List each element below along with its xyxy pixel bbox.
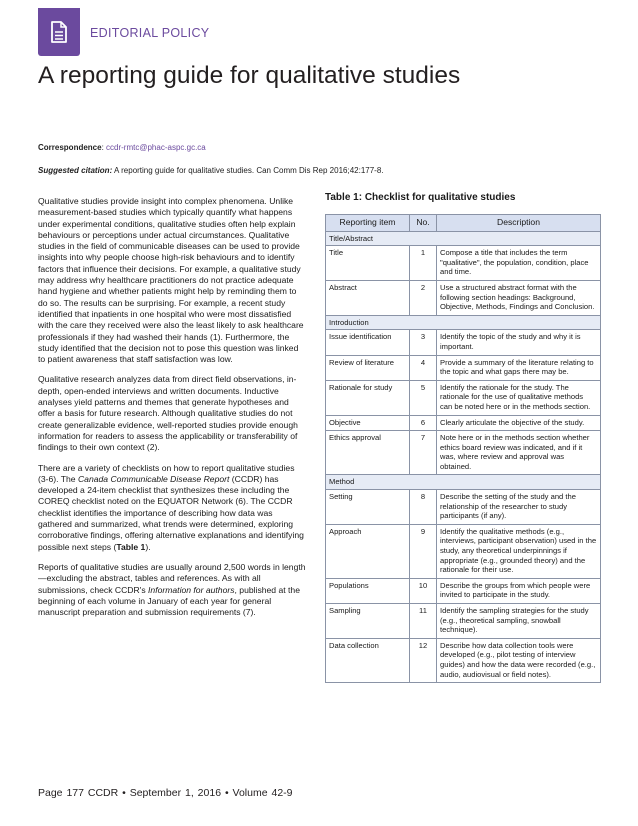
item-number-cell: 9	[410, 524, 437, 578]
item-number-cell: 1	[410, 246, 437, 281]
section-heading: Title/Abstract	[326, 231, 601, 246]
reporting-item-cell: Approach	[326, 524, 410, 578]
section-label: EDITORIAL POLICY	[90, 26, 210, 40]
item-number-cell: 5	[410, 380, 437, 415]
item-number-cell: 6	[410, 415, 437, 431]
item-number-cell: 3	[410, 330, 437, 355]
suggested-citation	[38, 166, 384, 175]
description-cell: Describe the setting of the study and the relationship of the researcher to study participants (if any).	[437, 490, 601, 525]
table-row	[326, 380, 601, 415]
correspondence: Correspondence: ccdr-rmtc@phac-aspc.gc.ca	[38, 143, 206, 152]
table-section-row	[326, 315, 601, 330]
description-cell: Describe the groups from which people were invited to participate in the study.	[437, 578, 601, 603]
reporting-item-cell: Abstract	[326, 280, 410, 315]
reporting-item-cell: Review of literature	[326, 355, 410, 380]
citation-label: Suggested citation:	[38, 166, 113, 175]
description-cell: Identify the topic of the study and why it is important.	[437, 330, 601, 355]
description-cell: Compose a title that includes the term "qualitative", the population, condition, place and time.	[437, 246, 601, 281]
table-row	[326, 330, 601, 355]
description-cell: Note here or in the methods section whether ethics board review was indicated, and if it was, where review and approval was obtained.	[437, 431, 601, 475]
section-heading: Introduction	[326, 315, 601, 330]
table-row	[326, 524, 601, 578]
table-section-row	[326, 475, 601, 490]
journal-name: Canada Communicable Disease Report	[77, 473, 230, 484]
table-row	[326, 490, 601, 525]
citation-text: A reporting guide for qualitative studies. Can Comm Dis Rep 2016;42:177-8.	[114, 166, 384, 175]
table-title: Table 1: Checklist for qualitative studies	[325, 192, 516, 203]
table-row	[326, 355, 601, 380]
reporting-item-cell: Issue identification	[326, 330, 410, 355]
document-icon	[49, 20, 69, 44]
column-header: Description	[437, 215, 601, 232]
table-row	[326, 604, 601, 639]
table-row	[326, 431, 601, 475]
column-header: No.	[410, 215, 437, 232]
item-number-cell: 8	[410, 490, 437, 525]
page-title: A reporting guide for qualitative studies	[38, 62, 461, 89]
description-cell: Identify the sampling strategies for the study (e.g., theoretical sampling, snowball technique).	[437, 604, 601, 639]
table-row	[326, 246, 601, 281]
reporting-item-cell: Objective	[326, 415, 410, 431]
reporting-item-cell: Populations	[326, 578, 410, 603]
table-row	[326, 578, 601, 603]
description-cell: Use a structured abstract format with the following section headings: Background, Objective, Methods, Findings and Conclusion.	[437, 280, 601, 315]
reporting-item-cell: Rationale for study	[326, 380, 410, 415]
correspondence-email-link[interactable]: ccdr-rmtc@phac-aspc.gc.ca	[106, 143, 206, 152]
description-cell: Clearly articulate the objective of the study.	[437, 415, 601, 431]
table-row	[326, 415, 601, 431]
reporting-item-cell: Title	[326, 246, 410, 281]
paragraph: Qualitative research analyzes data from direct field observations, in-depth, open-ended interviews and written documents. Inductive analyses yield patterns and themes that generate hypotheses and offer a basis for future research. Although qualitative studies do not create generalizable evidence, well-reported studies provide enough information for readers to assess the applicability or transferability of findings to their own context (2).	[38, 374, 298, 453]
item-number-cell: 4	[410, 355, 437, 380]
correspondence-label: Correspondence	[38, 143, 102, 152]
paragraph: Qualitative studies provide insight into complex phenomena. Unlike measurement-based studies which typically quantify what happens under experimental conditions, qualitative studies often help explain behaviours or perceptions under actual circumstances. Qualitative studies in the field of communicable diseases can be used to provide insights into why people choose high-risk behaviours and to identify factors that influence their decisions. For example, a qualitative study may address why healthcare practitioners do not practice adequate hand hygiene and whether patients might help by reminding them to do so. The results can be surprising. For example, a recent study identified that inpatients in one hospital who were most dissatisfied with the care they received were also the least likely to ask healthcare professionals if they had washed their hands (1). Furthermore, the study identified that the decision not to pose this question was linked to patient awareness that staff satisfaction was low.	[38, 196, 304, 365]
section-badge	[38, 8, 80, 56]
page-footer: Page 177 CCDR • September 1, 2016 • Volume 42-9	[38, 787, 293, 799]
description-cell: Provide a summary of the literature relating to the topic and what gaps there may be.	[437, 355, 601, 380]
reporting-item-cell: Setting	[326, 490, 410, 525]
checklist-table	[325, 214, 601, 683]
description-cell: Identify the qualitative methods (e.g., interviews, participant observation) used in the study, any theoretical underpinnings if appropriate (e.g., grounded theory) and the rationale for their use.	[437, 524, 601, 578]
column-header: Reporting item	[326, 215, 410, 232]
article-body	[38, 196, 306, 627]
item-number-cell: 7	[410, 431, 437, 475]
item-number-cell: 2	[410, 280, 437, 315]
table-row	[326, 638, 601, 682]
item-number-cell: 10	[410, 578, 437, 603]
reporting-item-cell: Ethics approval	[326, 431, 410, 475]
paragraph: Reports of qualitative studies are usually around 2,500 words in length—excluding the abstract, tables and references. As with all submissions, check CCDR's Information for authors, published at the beginning of each volume in January of each year for general manuscript preparation and submission requirements (7).	[38, 561, 306, 618]
authors-info-reference: Information for authors	[148, 584, 235, 595]
description-cell: Describe how data collection tools were developed (e.g., pilot testing of interview guides) and how the data were recorded (e.g., audio, audiovisual or field notes).	[437, 638, 601, 682]
reporting-item-cell: Data collection	[326, 638, 410, 682]
table-row	[326, 280, 601, 315]
description-cell: Identify the rationale for the study. The rationale for the use of qualitative methods can be noted here or in the methods section.	[437, 380, 601, 415]
table-reference[interactable]: Table 1	[116, 541, 146, 552]
paragraph: There are a variety of checklists on how to report qualitative studies (3-6). The Canada Communicable Disease Report (CCDR) has developed a 24-item checklist that synthesizes these including the COREQ checklist noted on the EQUATOR Network (6). The CCDR checklist identifies the importance of describing how data was gathered and summarized, what trends were determined, exploring corroborative findings, offering alternative explanations and identifying possible next steps (Table 1).	[38, 462, 304, 552]
section-heading: Method	[326, 475, 601, 490]
table-header-row	[326, 215, 601, 232]
reporting-item-cell: Sampling	[326, 604, 410, 639]
item-number-cell: 12	[410, 638, 437, 682]
item-number-cell: 11	[410, 604, 437, 639]
table-section-row	[326, 231, 601, 246]
